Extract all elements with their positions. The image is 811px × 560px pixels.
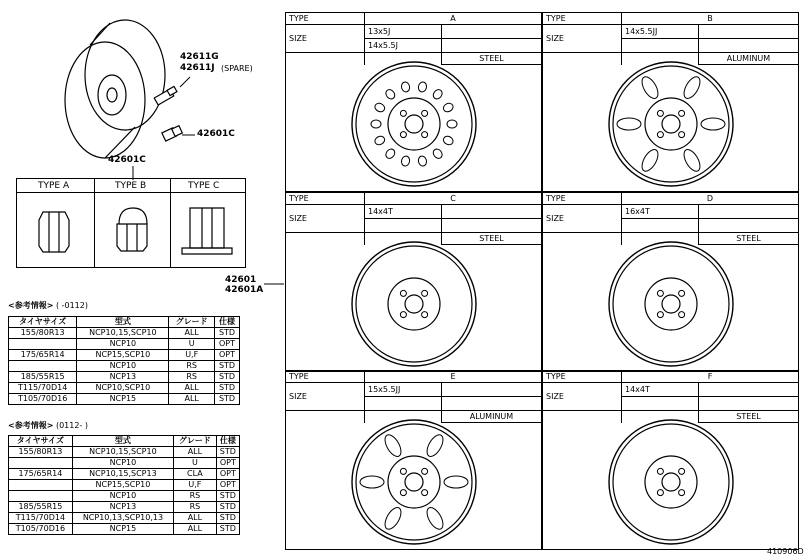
- material-label: STEEL: [699, 411, 799, 423]
- nut-type-b-icon: [113, 204, 153, 254]
- table-row: 155/80R13 NCP10,15,SCP10 ALL STD: [9, 447, 240, 458]
- type-label: TYPE: [543, 13, 622, 25]
- table-row: T105/70D16 NCP15 ALL STD: [9, 524, 240, 535]
- part-number-42611g: 42611G: [180, 52, 219, 62]
- wheel-type-letter: C: [365, 193, 542, 205]
- table-row: NCP10 RS STD: [9, 361, 240, 372]
- size-label: SIZE: [286, 25, 365, 53]
- nut-type-c-label: TYPE C: [188, 181, 220, 191]
- part-number-42601a: 42601A: [225, 285, 264, 295]
- wheel-type-letter: B: [622, 13, 799, 25]
- table-row: NCP10 U OPT: [9, 458, 240, 469]
- wheel-type-d-icon: [596, 238, 746, 378]
- ref-info-1-table: [8, 316, 240, 405]
- part-number-42601c: 42601C: [197, 129, 235, 139]
- type-label: TYPE: [286, 193, 365, 205]
- table-row: NCP10 U OPT: [9, 339, 240, 350]
- table-row: 185/55R15 NCP13 RS STD: [9, 502, 240, 513]
- wheel-type-letter: D: [622, 193, 799, 205]
- col-header-model: 型式: [77, 317, 169, 328]
- col-header-tire-size: タイヤサイズ: [9, 436, 73, 447]
- col-header-grade: グレード: [174, 436, 217, 447]
- spare-note: (SPARE): [221, 64, 253, 73]
- wheel-type-letter: F: [622, 371, 799, 383]
- wheel-assembly-illustration: [30, 15, 200, 165]
- col-header-tire-size: タイヤサイズ: [9, 317, 77, 328]
- col-header-model: 型式: [72, 436, 173, 447]
- size-label: SIZE: [286, 383, 365, 411]
- col-header-spec: 仕様: [215, 317, 240, 328]
- part-number-42601: 42601: [225, 275, 257, 285]
- wheel-type-letter: A: [365, 13, 542, 25]
- size-value: 14x4T: [622, 383, 699, 397]
- type-label: TYPE: [286, 13, 365, 25]
- col-header-spec: 仕様: [216, 436, 239, 447]
- type-label: TYPE: [286, 371, 365, 383]
- wheel-rim-front: [65, 42, 145, 158]
- nut-type-b-label: TYPE B: [115, 181, 147, 191]
- table-row: 175/65R14 NCP10,15,SCP13 CLA OPT: [9, 469, 240, 480]
- table-row: NCP10 RS STD: [9, 491, 240, 502]
- material-label: STEEL: [442, 233, 542, 245]
- size-value-2: [622, 219, 699, 233]
- type-label: TYPE: [543, 371, 622, 383]
- size-label: SIZE: [543, 25, 622, 53]
- material-label: STEEL: [699, 233, 799, 245]
- table-row: T115/70D14 NCP10,SCP10 ALL STD: [9, 383, 240, 394]
- size-label: SIZE: [543, 205, 622, 233]
- nut-part-label: 42601C: [108, 155, 146, 165]
- wheel-type-f-icon: [596, 416, 746, 556]
- size-value-2: [622, 397, 699, 411]
- table-row: T105/70D16 NCP15 ALL STD: [9, 394, 240, 405]
- size-value: 15x5.5JJ: [365, 383, 442, 397]
- ref-info-1-heading: <参考情報> ( -0112): [8, 301, 88, 310]
- type-label: TYPE: [543, 193, 622, 205]
- nut-type-a-label: TYPE A: [38, 181, 70, 191]
- size-value-2: [365, 219, 442, 233]
- lug-nut-small-icon: [162, 126, 182, 141]
- wheel-type-a-icon: [339, 58, 489, 198]
- material-label: STEEL: [442, 53, 542, 65]
- table-row: 185/55R15 NCP13 RS STD: [9, 372, 240, 383]
- size-value: 13x5J: [365, 25, 442, 39]
- size-label: SIZE: [286, 205, 365, 233]
- size-value-2: [622, 39, 699, 53]
- size-value: 16x4T: [622, 205, 699, 219]
- table-row: T115/70D14 NCP10,13,SCP10,13 ALL STD: [9, 513, 240, 524]
- wheel-type-b-icon: [596, 58, 746, 198]
- size-value: 14x5.5JJ: [622, 25, 699, 39]
- table-row: 175/65R14 NCP15,SCP10 U,F OPT: [9, 350, 240, 361]
- table-row: 155/80R13 NCP10,15,SCP10 ALL STD: [9, 328, 240, 339]
- size-value-2: 14x5.5J: [365, 39, 442, 53]
- part-number-42611j: 42611J: [180, 63, 215, 73]
- ref-info-2-heading: <参考情報> (0112- ): [8, 421, 88, 430]
- material-label: ALUMINUM: [699, 53, 799, 65]
- wheel-type-letter: E: [365, 371, 542, 383]
- wheel-type-c-icon: [339, 238, 489, 378]
- ref-info-2-table: [8, 435, 240, 535]
- size-value-2: [365, 397, 442, 411]
- table-row: NCP15,SCP10 U,F OPT: [9, 480, 240, 491]
- wheel-type-e-icon: [339, 416, 489, 556]
- col-header-grade: グレード: [169, 317, 215, 328]
- size-value: 14x4T: [365, 205, 442, 219]
- material-label: ALUMINUM: [442, 411, 542, 423]
- nut-type-c-icon: [178, 202, 238, 258]
- figure-id: 410906D: [767, 547, 804, 556]
- size-label: SIZE: [543, 383, 622, 411]
- valve-stem-icon: [154, 86, 177, 105]
- nut-type-a-icon: [35, 208, 75, 258]
